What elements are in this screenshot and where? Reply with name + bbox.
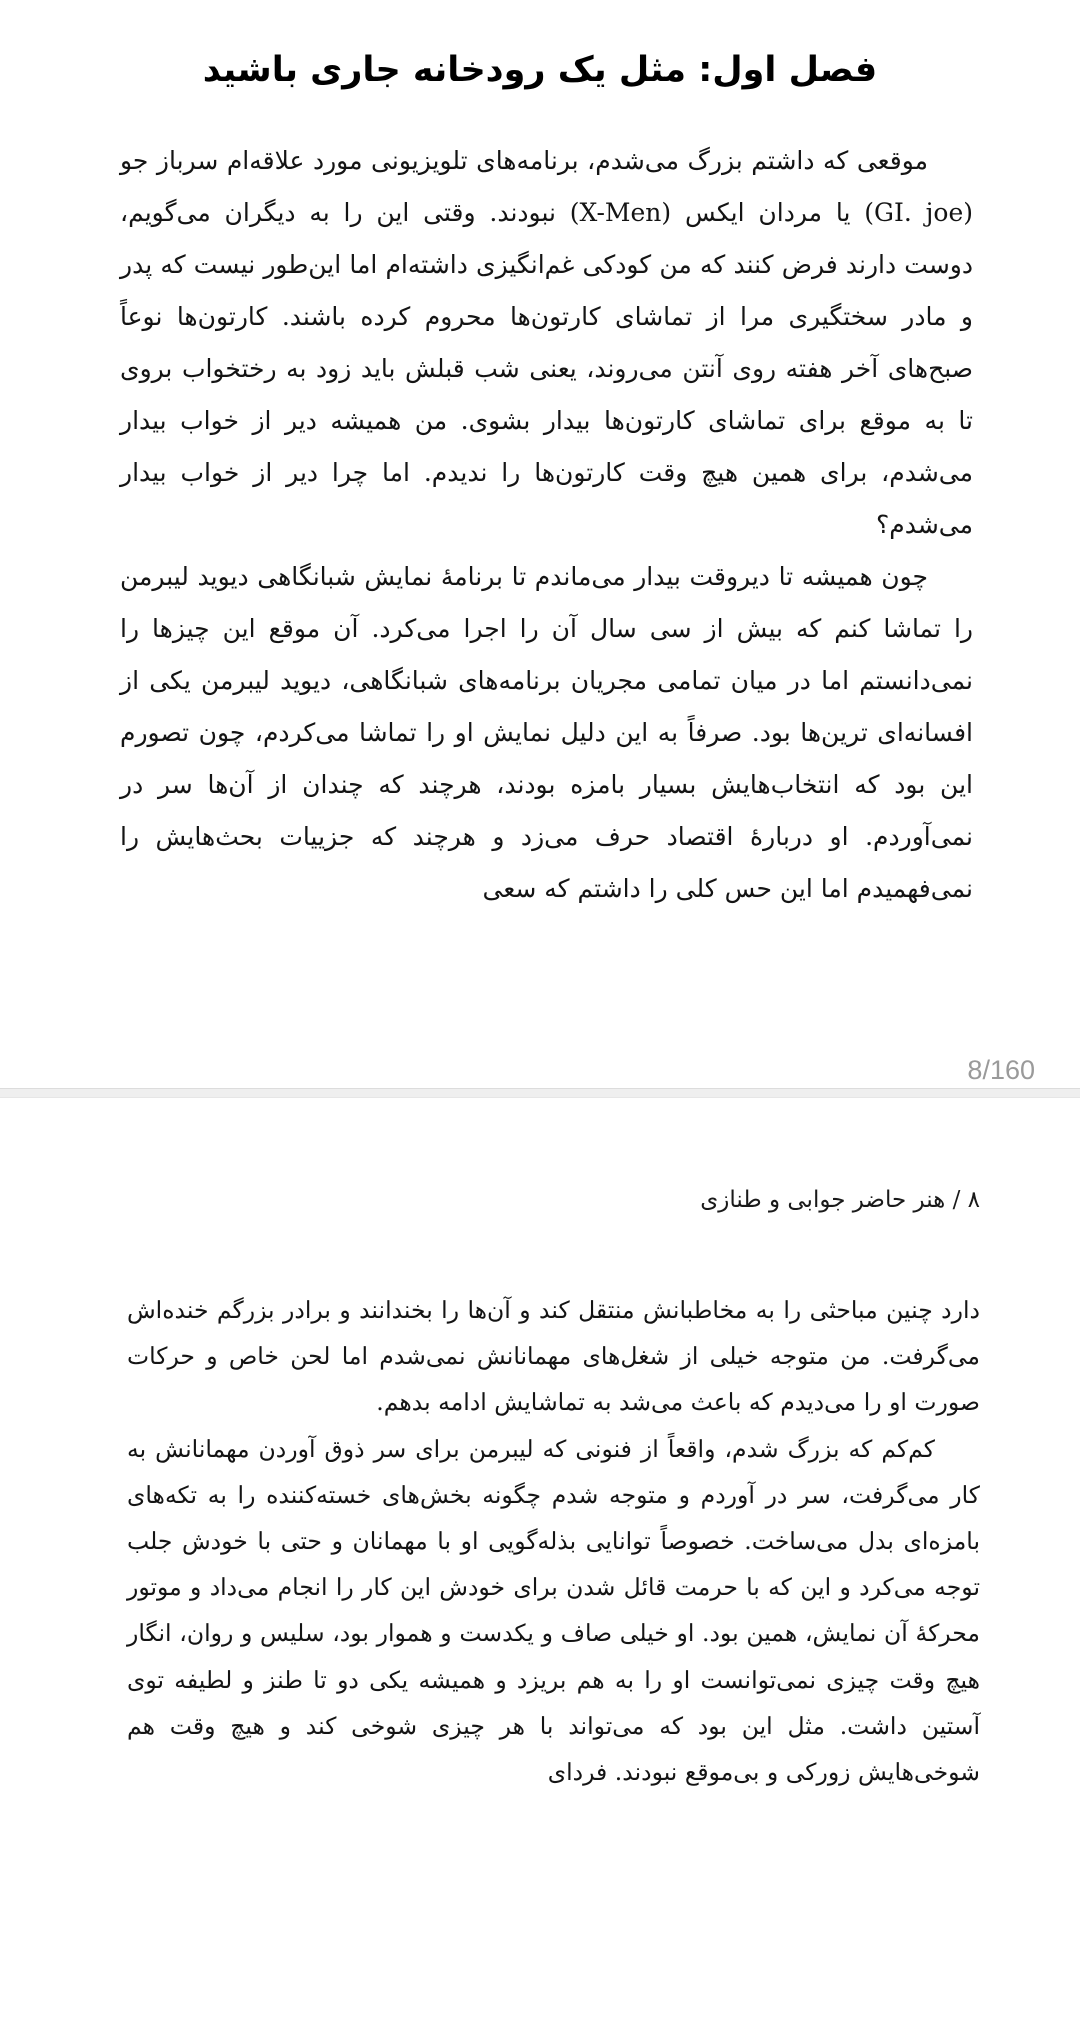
body-paragraph: کم‌کم که بزرگ شدم، واقعاً از فنونی که لیبرمن برای سر ذوق آوردن مهمانانش به کار می‌گرفت، سر در آوردم و متوجه شدم چگونه بخش‌های خسته‌کننده را به تکه‌های بامزه‌ای بدل می‌ساخت. خصوصاً توانایی بذله‌گویی او با مهمانان و حتی با خودش جلب توجه می‌کرد و این که با حرمت قائل شدن برای خودش این کار را انجام می‌داد و موتور محرکهٔ آن نمایش، همین بود. او خیلی صاف و یکدست و هموار بود، سلیس و روان، انگار هیچ وقت چیزی نمی‌توانست او را به هم بریزد و همیشه یکی دو تا طنز و لطیفه توی آستین داشت. مثل این بود که می‌تواند با هر چیزی شوخی کند و هیچ وقت هم شوخی‌هایش زورکی و بی‌موقع نبودند. فردای [127, 1434, 980, 1787]
chapter-title: فصل اول: مثل یک رودخانه جاری باشید [202, 50, 878, 90]
page-number-indicator: 8/160 [967, 1055, 1035, 1085]
body-paragraph: موقعی که داشتم بزرگ می‌شدم، برنامه‌های تلویزیونی مورد علاقه‌ام سرباز جو (GI. joe) یا مردان ایکس (X-Men) نبودند. وقتی این را به دیگران می‌گویم، دوست دارند فرض کنند که من کودکی غم‌انگیزی داشته‌ام اما این‌طور نیست که پدر و مادر سختگیری مرا از تماشای کارتون‌ها محروم کرده باشند. کارتون‌ها نوعاً صبح‌های آخر هفته روی آنتن می‌روند، یعنی شب قبلش باید زود به رختخواب بروی تا به موقع برای تماشای کارتون‌ها بیدار بشوی. من همیشه دیر از خواب بیدار می‌شدم، برای همین هیچ وقت کارتون‌ها را ندیدم. اما چرا دیر از خواب بیدار می‌شدم؟ [120, 146, 973, 539]
page-body-text [120, 135, 973, 915]
body-paragraph: دارد چنین مباحثی را به مخاطبانش منتقل کند و آن‌ها را بخندانند و برادر بزرگم خنده‌اش می‌گرفت. من متوجه خیلی از شغل‌های مهمانانش نمی‌شدم اما لحن خاص و حرکات صورت او را می‌دیدم که باعث می‌شد به تماشایش ادامه بدهم. [127, 1296, 980, 1417]
running-header: ۸ / هنر حاضر جوابی و طنازی [700, 1187, 980, 1213]
body-paragraph: چون همیشه تا دیروقت بیدار می‌ماندم تا برنامهٔ نمایش شبانگاهی دیوید لیبرمن را تماشا کنم که بیش از سی سال آن را اجرا می‌کرد. آن موقع این چیزها را نمی‌دانستم اما در میان تمامی مجریان برنامه‌های شبانگاهی، دیوید لیبرمن یکی از افسانه‌ای ترین‌ها بود. صرفاً به این دلیل نمایش او را تماشا می‌کردم، چون تصورم این بود که انتخاب‌هایش بسیار بامزه بودند، هرچند که چندان از آن‌ها سر در نمی‌آوردم. او دربارهٔ اقتصاد حرف می‌زد و هرچند که جزییات بحث‌هایش را نمی‌فهمیدم اما این حس کلی را داشتم که سعی [120, 562, 973, 903]
page-separator [0, 1088, 1080, 1098]
page-body-text [127, 1287, 980, 1795]
